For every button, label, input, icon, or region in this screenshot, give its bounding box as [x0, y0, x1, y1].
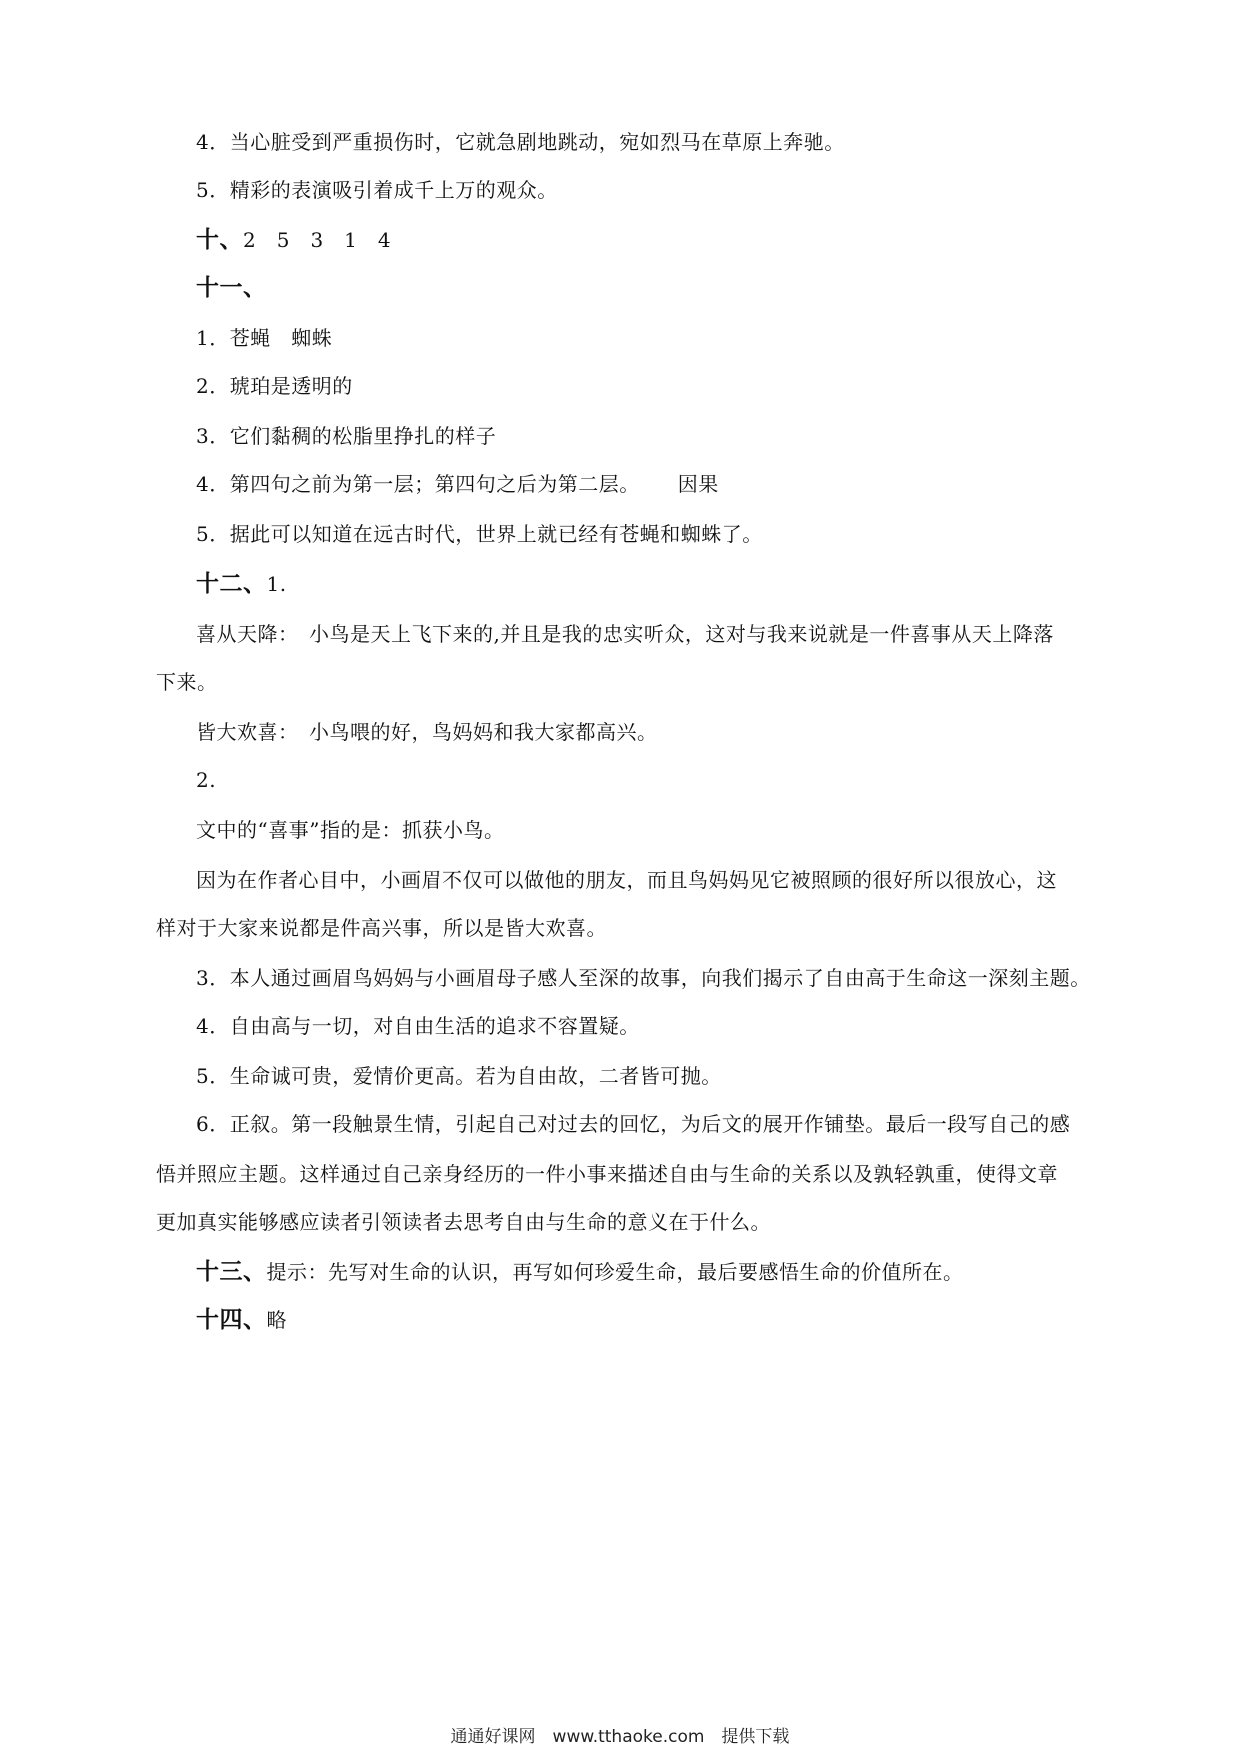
section-heading-14: [196, 1308, 287, 1332]
answer-line: 3．本人通过画眉鸟妈妈与小画眉母子感人至深的故事，向我们揭示了自由高于生命这一深刻主题。: [196, 966, 1091, 990]
answer-line: 因为在作者心目中，小画眉不仅可以做他的朋友，而且鸟妈妈见它被照顾的很好所以很放心，这: [196, 868, 1057, 892]
answer-line: 更加真实能够感应读者引领读者去思考自由与生命的意义在于什么。: [156, 1210, 771, 1234]
answer-line: 4．自由高与一切，对自由生活的追求不容置疑。: [196, 1014, 640, 1038]
answer-line: 5．精彩的表演吸引着成千上万的观众。: [196, 178, 558, 202]
answer-line: 下来。: [156, 670, 218, 694]
section-text: 1.: [266, 572, 287, 596]
section-heading-10: [196, 228, 391, 252]
section-heading-12: [196, 572, 287, 596]
section-text: 略: [266, 1308, 287, 1332]
answer-line: 3．它们黏稠的松脂里挣扎的样子: [196, 424, 497, 448]
section-label: 十三、: [196, 1259, 267, 1285]
answer-line: 5．据此可以知道在远古时代，世界上就已经有苍蝇和蜘蛛了。: [196, 522, 763, 546]
answer-line: 1．苍蝇 蜘蛛: [196, 326, 333, 350]
answer-line: [196, 472, 719, 496]
section-text: 2 5 3 1 4: [243, 228, 392, 252]
section-heading-11: [196, 276, 267, 300]
answer-text: 因果: [677, 472, 719, 496]
section-label: 十一、: [196, 275, 267, 301]
answer-line: 5．生命诚可贵，爱情价更高。若为自由故，二者皆可抛。: [196, 1064, 722, 1088]
answer-line: 喜从天降： 小鸟是天上飞下来的,并且是我的忠实听众，这对与我来说就是一件喜事从天上降落: [196, 622, 1054, 646]
answer-text: 4．第四句之前为第一层；第四句之后为第二层。: [196, 472, 640, 496]
answer-line: 2.: [196, 768, 217, 792]
section-label: 十、: [196, 227, 243, 253]
answer-line: 6．正叙。第一段触景生情，引起自己对过去的回忆，为后文的展开作铺垫。最后一段写自己的感: [196, 1112, 1071, 1136]
answer-line: 样对于大家来说都是件高兴事，所以是皆大欢喜。: [156, 916, 607, 940]
section-heading-13: [196, 1260, 964, 1284]
answer-line: 4．当心脏受到严重损伤时，它就急剧地跳动，宛如烈马在草原上奔驰。: [196, 130, 845, 154]
section-text: 提示：先写对生命的认识，再写如何珍爱生命，最后要感悟生命的价值所在。: [266, 1260, 964, 1284]
answer-line: 皆大欢喜： 小鸟喂的好，鸟妈妈和我大家都高兴。: [196, 720, 658, 744]
section-label: 十二、: [196, 571, 267, 597]
section-label: 十四、: [196, 1307, 267, 1333]
answer-line: 文中的“喜事”指的是：抓获小鸟。: [196, 818, 505, 842]
answer-line: 悟并照应主题。这样通过自己亲身经历的一件小事来描述自由与生命的关系以及孰轻孰重，使得文章: [156, 1162, 1058, 1186]
page-footer: 通通好课网 www.tthaoke.com 提供下载: [450, 1727, 790, 1747]
answer-line: 2．琥珀是透明的: [196, 374, 353, 398]
